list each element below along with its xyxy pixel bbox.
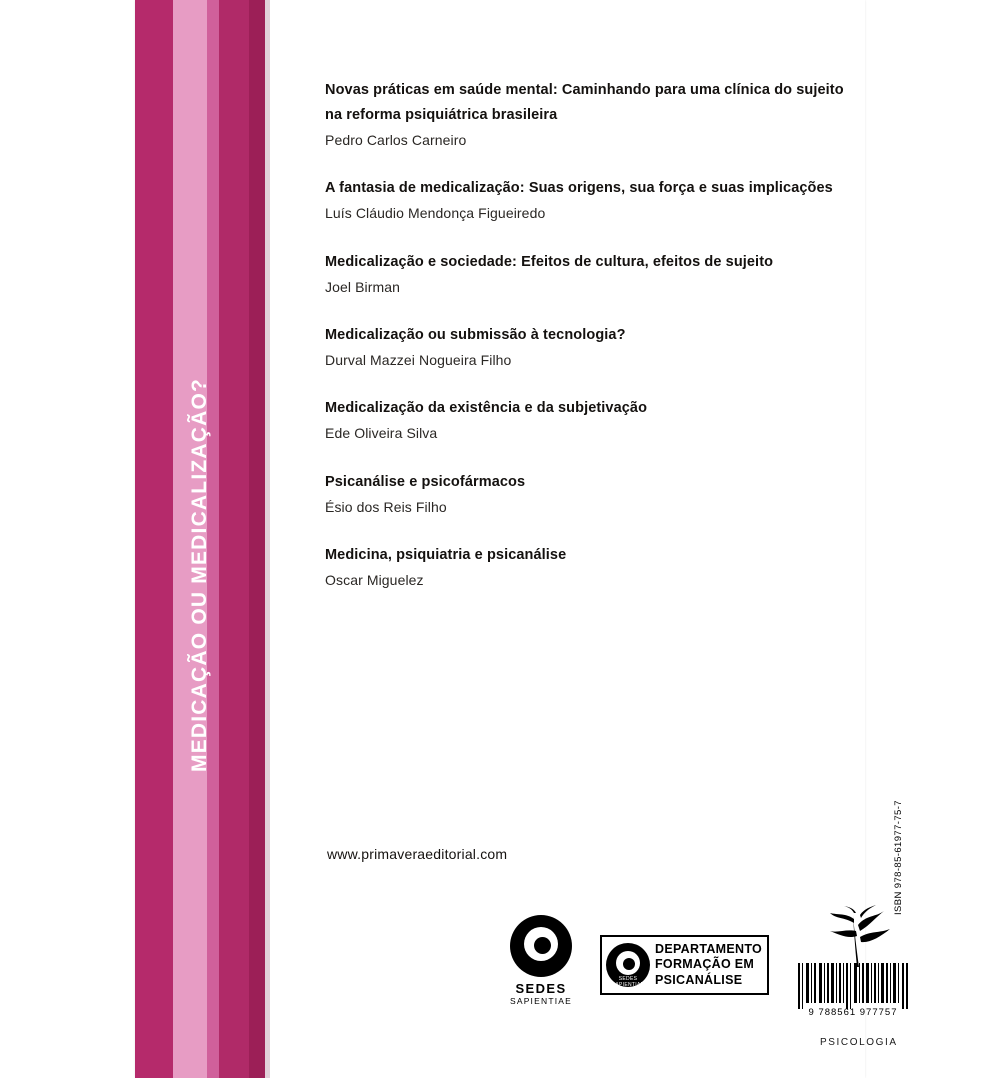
entry-author: Durval Mazzei Nogueira Filho xyxy=(325,351,512,368)
sedes-spiral-icon xyxy=(510,915,572,977)
isbn-text: ISBN 978-85-61977-75-7 xyxy=(893,800,904,915)
publisher-website[interactable]: www.primaveraeditorial.com xyxy=(327,846,508,862)
spine-stripe-1 xyxy=(135,0,173,1078)
spine-edge xyxy=(265,0,270,1078)
dept-logo-line3: PSICANÁLISE xyxy=(655,972,743,987)
contents-entry xyxy=(325,78,845,151)
barcode xyxy=(798,963,908,1023)
spine-stripe-4 xyxy=(219,0,249,1078)
entry-title: Medicalização ou submissão à tecnologia? xyxy=(325,326,626,343)
dept-mark-label: SEDES SAPIENTIAE xyxy=(611,976,645,988)
entry-title: Medicalização e sociedade: Efeitos de cultura, efeitos de sujeito xyxy=(325,253,774,270)
plant-sprout-icon xyxy=(810,905,905,967)
contents-entry xyxy=(325,250,845,298)
barcode-digits: 9 788561 977757 xyxy=(808,1007,898,1018)
entry-title: A fantasia de medicalização: Suas origens, sua força e suas implicações xyxy=(325,180,833,197)
contents-entry xyxy=(325,176,845,224)
sedes-spiral-icon-small xyxy=(606,943,650,987)
entry-author: Ésio dos Reis Filho xyxy=(325,498,447,515)
spine-title: MEDICAÇÃO OU MEDICALIZAÇÃO? xyxy=(188,377,211,772)
entry-title: Medicalização da existência e da subjetivação xyxy=(325,400,648,417)
entry-author: Joel Birman xyxy=(325,278,401,295)
entry-author: Oscar Miguelez xyxy=(325,571,424,588)
departamento-psicanalise-logo xyxy=(600,935,769,995)
entry-author: Luís Cláudio Mendonça Figueiredo xyxy=(325,205,546,222)
spine-stripe-5 xyxy=(249,0,265,1078)
contents-entry xyxy=(325,470,845,518)
category-label: PSICOLOGIA xyxy=(820,1037,898,1048)
sedes-logo-line1: SEDES xyxy=(515,981,567,996)
dept-logo-line1: DEPARTAMENTO xyxy=(655,942,763,957)
contents-entry xyxy=(325,323,845,371)
entry-author: Ede Oliveira Silva xyxy=(325,425,438,442)
book-spine xyxy=(135,0,270,1078)
entry-title: Psicanálise e psicofármacos xyxy=(325,473,526,490)
sedes-logo-line2: SAPIENTIAE xyxy=(509,996,573,1006)
contents-list xyxy=(325,78,845,616)
dept-logo-text xyxy=(655,942,762,988)
book-cover xyxy=(135,0,904,1078)
contents-entry xyxy=(325,396,845,444)
entry-title: Medicina, psiquiatria e psicanálise xyxy=(325,546,567,563)
entry-author: Pedro Carlos Carneiro xyxy=(325,131,467,148)
entry-title: Novas práticas em saúde mental: Caminhando para uma clínica do sujeito na reforma psiquiátrica brasileira xyxy=(325,82,844,123)
sedes-sapientiae-logo xyxy=(500,915,582,1006)
dept-logo-line2: FORMAÇÃO EM xyxy=(655,957,755,972)
contents-entry xyxy=(325,543,845,591)
